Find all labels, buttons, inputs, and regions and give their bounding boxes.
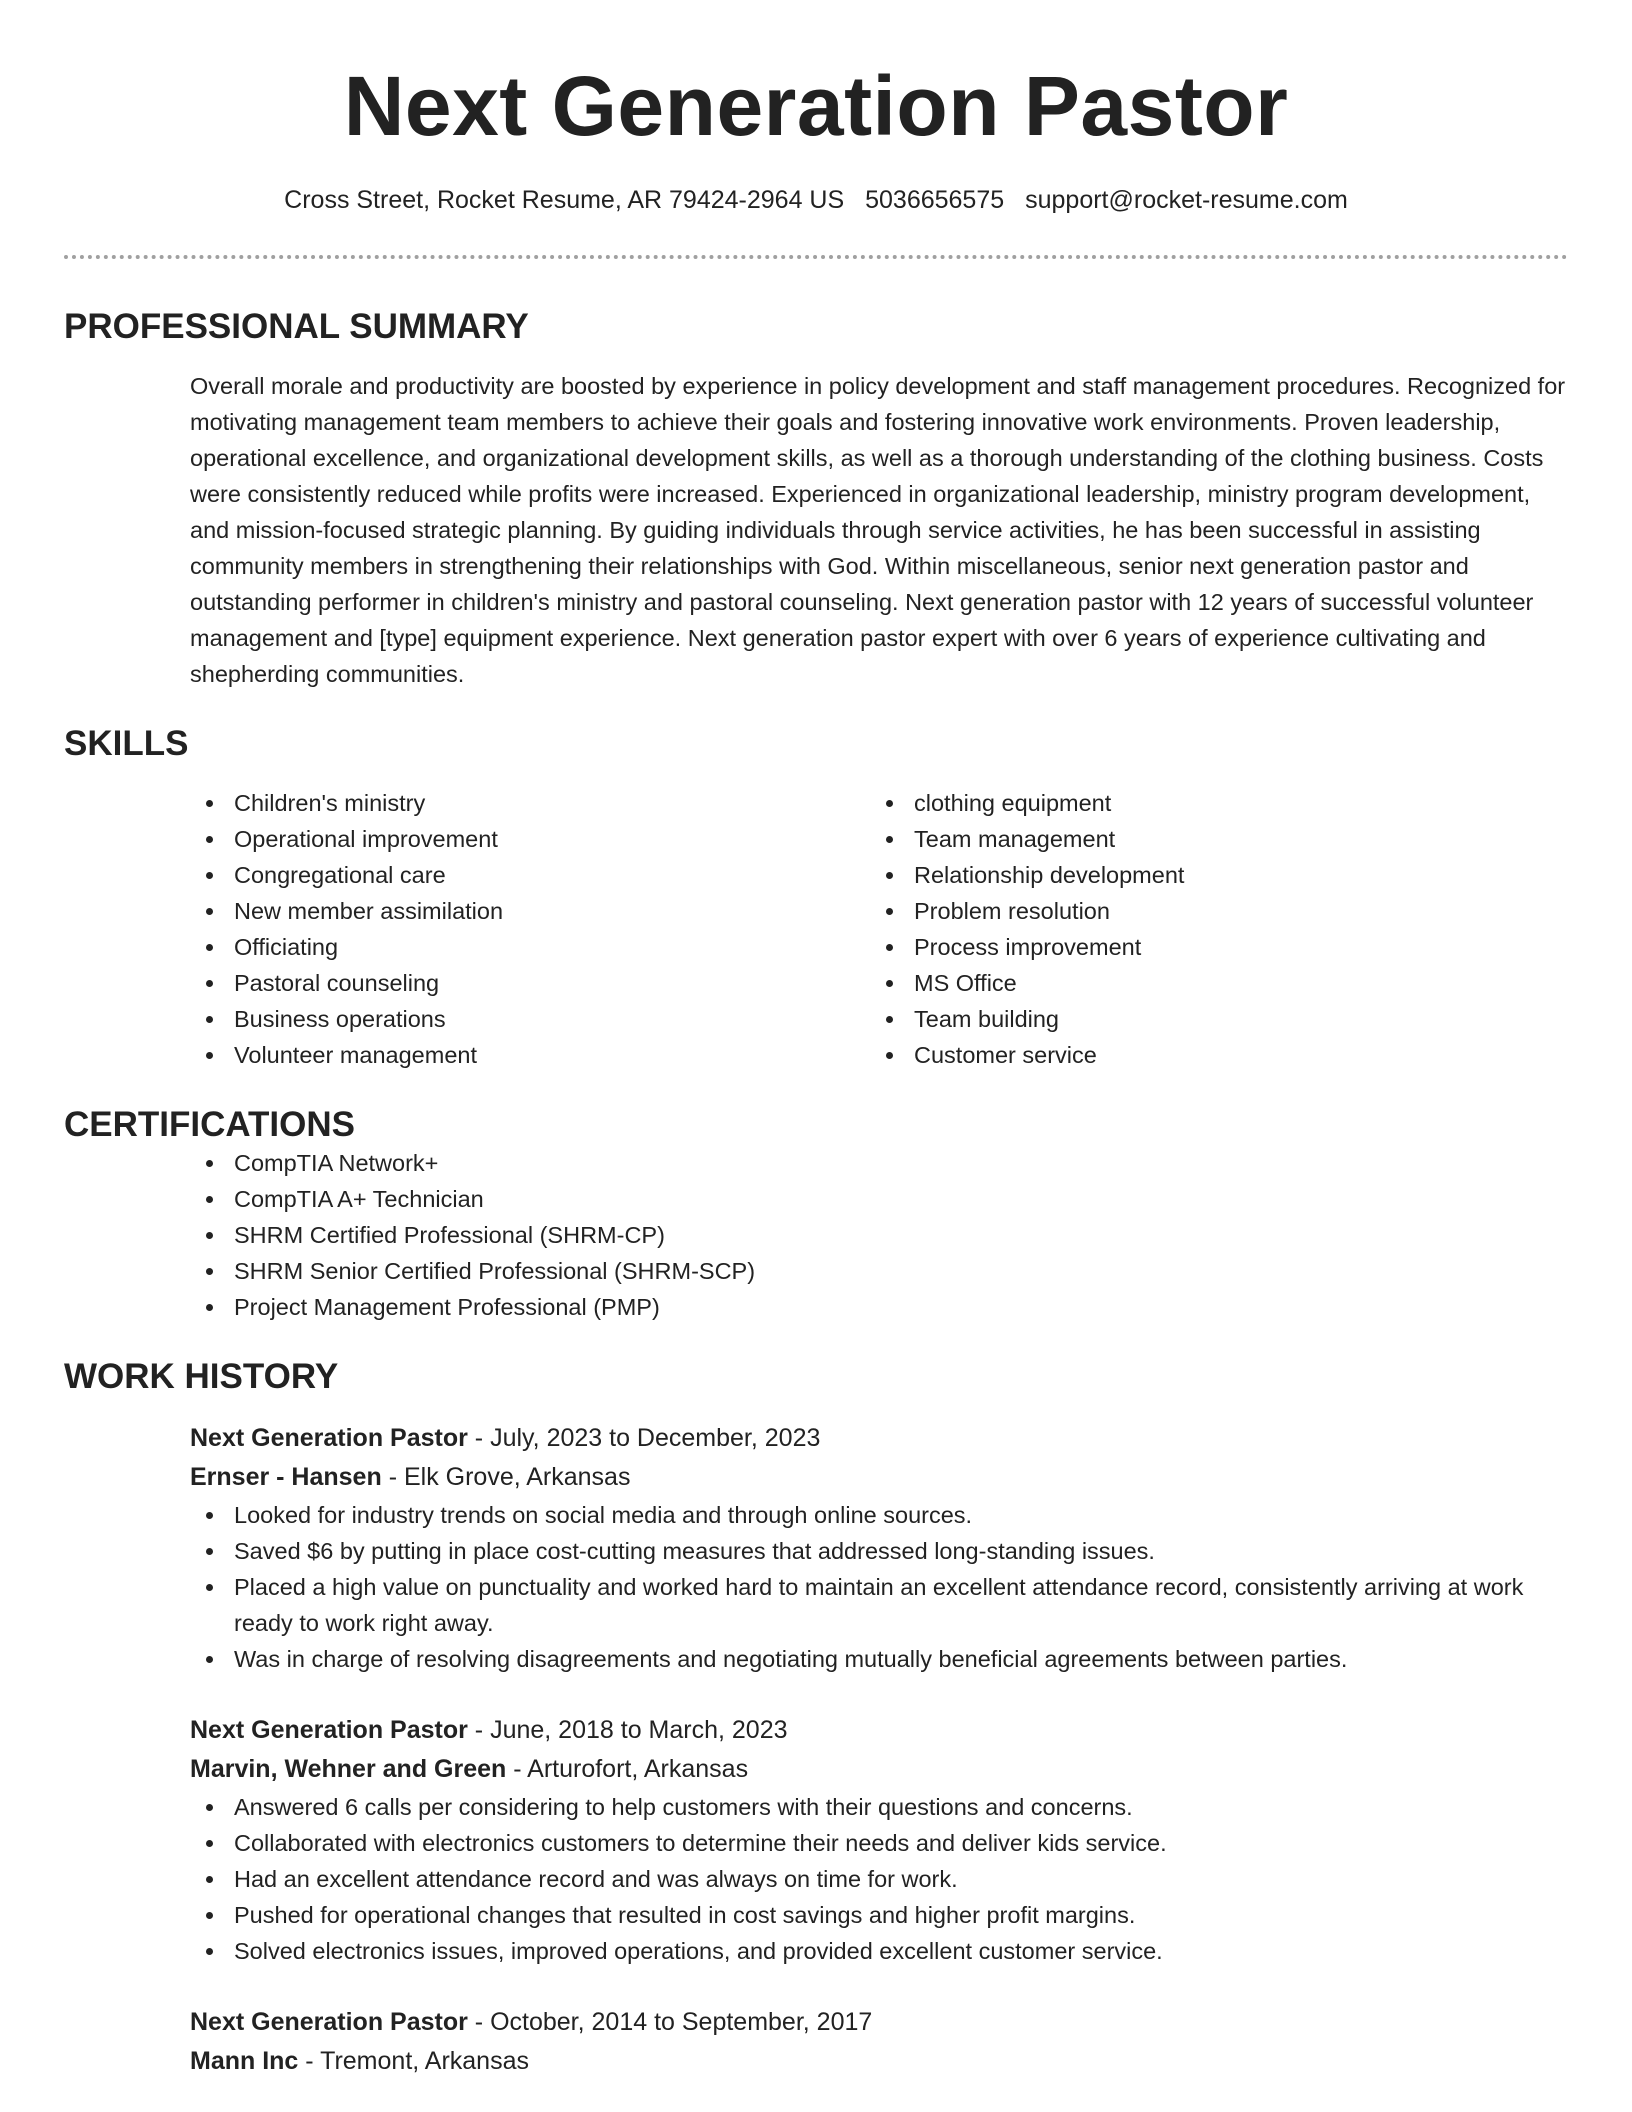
job-entry xyxy=(190,2003,1568,2081)
section-title: WORK HISTORY xyxy=(64,1357,339,1396)
job-duty: Placed a high value on punctuality and worked hard to maintain an excellent attendance record, consistently arriving at work ready to work right away. xyxy=(190,1569,1568,1641)
job-duty: Solved electronics issues, improved operations, and provided excellent customer service. xyxy=(190,1933,1568,1969)
job-title: Next Generation Pastor xyxy=(190,1716,468,1744)
skill-item: clothing equipment xyxy=(870,785,1550,821)
summary-text: Overall morale and productivity are boosted by experience in policy development and staff management procedures. Recognized for motivating management team members to achieve their goals and fostering innovative work environments. Proven leadership, operational excellence, and organizational development skills, as well as a thorough understanding of the clothing business. Costs were consistently reduced while profits were increased. Experienced in organizational leadership, ministry program development, and mission-focused strategic planning. By guiding individuals through service activities, he has been successful in assisting community members in strengthening their relationships with God. Within miscellaneous, senior next generation pastor and outstanding performer in children's ministry and pastoral counseling. Next generation pastor with 12 years of successful volunteer management and [type] equipment experience. Next generation pastor expert with over 6 years of experience cultivating and shepherding communities. xyxy=(190,373,1566,687)
section-title: CERTIFICATIONS xyxy=(64,1105,356,1144)
job-dates: October, 2014 to September, 2017 xyxy=(490,2008,873,2036)
job-dates: June, 2018 to March, 2023 xyxy=(490,1716,788,1744)
contact-line xyxy=(64,184,1568,216)
job-dates: July, 2023 to December, 2023 xyxy=(490,1424,821,1452)
skill-item: Relationship development xyxy=(870,857,1550,893)
section-title: PROFESSIONAL SUMMARY xyxy=(64,307,529,346)
job-entry xyxy=(190,1419,1568,1677)
skill-item: Pastoral counseling xyxy=(190,965,870,1001)
contact-address: Cross Street, Rocket Resume, AR 79424-2964 US xyxy=(284,186,845,214)
skills-list-right xyxy=(870,785,1550,1073)
certification-item: CompTIA Network+ xyxy=(190,1145,1568,1181)
skill-item: Team management xyxy=(870,821,1550,857)
job-title: Next Generation Pastor xyxy=(190,2008,468,2036)
skills-list-left xyxy=(190,785,870,1073)
job-location: Arturofort, Arkansas xyxy=(527,1755,749,1783)
job-duty: Answered 6 calls per considering to help customers with their questions and concerns. xyxy=(190,1789,1568,1825)
job-title: Next Generation Pastor xyxy=(190,1424,468,1452)
job-duty: Was in charge of resolving disagreements and negotiating mutually beneficial agreements between parties. xyxy=(190,1641,1568,1677)
job-duty: Pushed for operational changes that resulted in cost savings and higher profit margins. xyxy=(190,1897,1568,1933)
job-title-line: Next Generation Pastor - June, 2018 to March, 2023 xyxy=(190,1716,788,1744)
skill-item: Process improvement xyxy=(870,929,1550,965)
skill-item: New member assimilation xyxy=(190,893,870,929)
job-location: Tremont, Arkansas xyxy=(320,2047,529,2075)
skill-item: Problem resolution xyxy=(870,893,1550,929)
section-work-history xyxy=(64,1357,1568,2081)
job-duty: Had an excellent attendance record and was always on time for work. xyxy=(190,1861,1568,1897)
contact-phone: 5036656575 xyxy=(865,186,1005,214)
resume-page xyxy=(64,0,1568,2081)
job-duty: Saved $6 by putting in place cost-cutting measures that addressed long-standing issues. xyxy=(190,1533,1568,1569)
job-duties-list xyxy=(190,1789,1568,1969)
contact-email: support@rocket-resume.com xyxy=(1025,186,1348,214)
certification-item: CompTIA A+ Technician xyxy=(190,1181,1568,1217)
section-title: SKILLS xyxy=(64,724,189,763)
section-certifications xyxy=(64,1105,1568,1325)
skills-columns xyxy=(190,785,1568,1073)
job-company-line: Ernser - Hansen - Elk Grove, Arkansas xyxy=(190,1463,631,1491)
job-title-line: Next Generation Pastor - October, 2014 to September, 2017 xyxy=(190,2008,873,2036)
skill-item: Children's ministry xyxy=(190,785,870,821)
skill-item: Operational improvement xyxy=(190,821,870,857)
candidate-name: Next Generation Pastor xyxy=(343,59,1289,153)
certification-item: SHRM Senior Certified Professional (SHRM-SCP) xyxy=(190,1253,1568,1289)
job-company: Marvin, Wehner and Green xyxy=(190,1755,507,1783)
skill-item: MS Office xyxy=(870,965,1550,1001)
section-skills xyxy=(64,724,1568,1073)
skill-item: Congregational care xyxy=(190,857,870,893)
job-title-line: Next Generation Pastor - July, 2023 to December, 2023 xyxy=(190,1424,821,1452)
skill-item: Volunteer management xyxy=(190,1037,870,1073)
header-divider xyxy=(64,255,1568,259)
job-location: Elk Grove, Arkansas xyxy=(403,1463,631,1491)
certification-item: Project Management Professional (PMP) xyxy=(190,1289,1568,1325)
job-company-line: Marvin, Wehner and Green - Arturofort, Arkansas xyxy=(190,1755,749,1783)
skill-item: Customer service xyxy=(870,1037,1550,1073)
job-duty: Looked for industry trends on social media and through online sources. xyxy=(190,1497,1568,1533)
job-company: Ernser - Hansen xyxy=(190,1463,382,1491)
job-duty: Collaborated with electronics customers to determine their needs and deliver kids service. xyxy=(190,1825,1568,1861)
skill-item: Officiating xyxy=(190,929,870,965)
job-entry xyxy=(190,1711,1568,1969)
job-duties-list xyxy=(190,1497,1568,1677)
skill-item: Business operations xyxy=(190,1001,870,1037)
skill-item: Team building xyxy=(870,1001,1550,1037)
job-company-line: Mann Inc - Tremont, Arkansas xyxy=(190,2047,529,2075)
certification-item: SHRM Certified Professional (SHRM-CP) xyxy=(190,1217,1568,1253)
job-company: Mann Inc xyxy=(190,2047,299,2075)
certifications-list xyxy=(190,1145,1568,1325)
section-professional-summary xyxy=(64,307,1568,692)
